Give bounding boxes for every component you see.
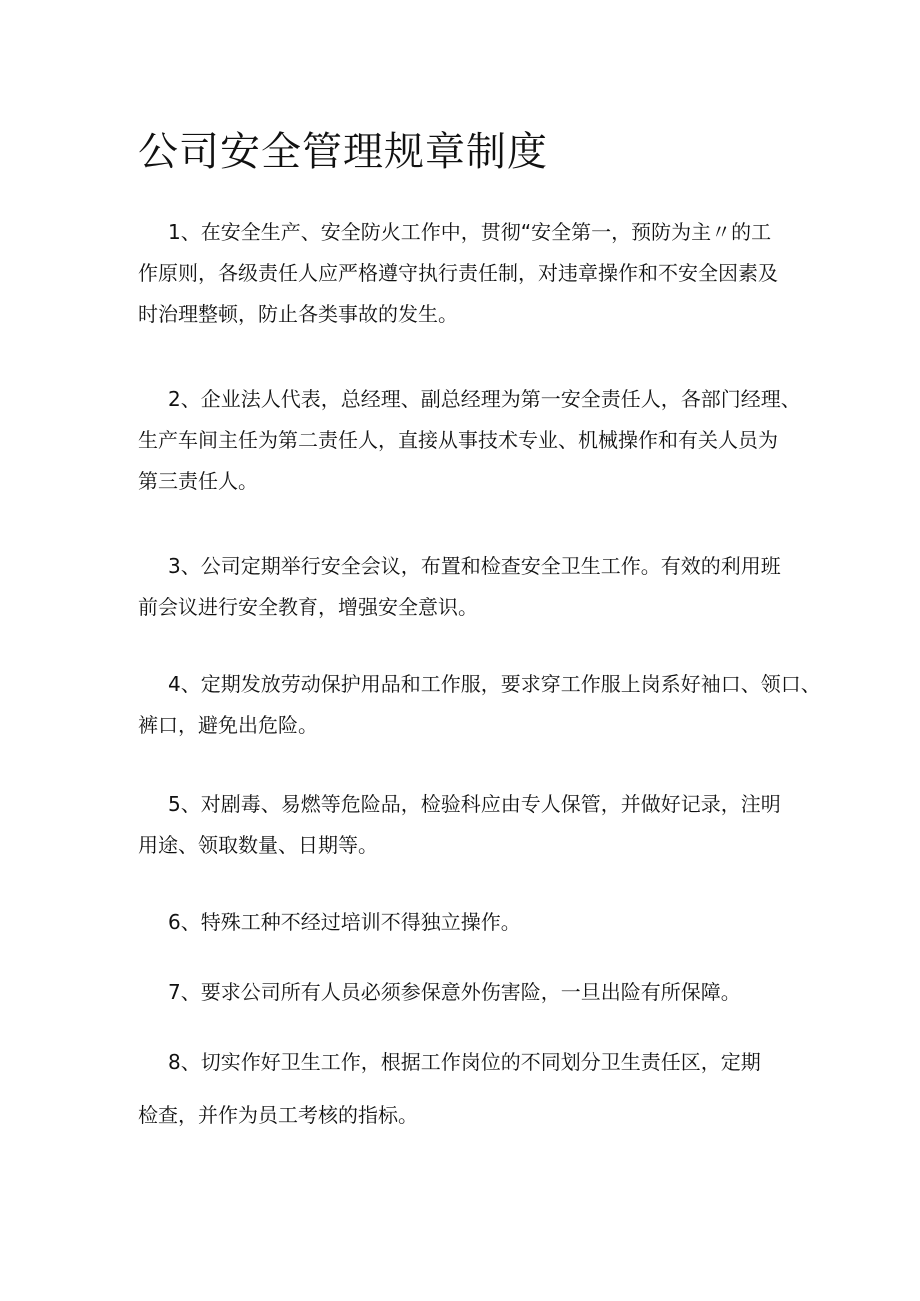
paragraph-line: 4、定期发放劳动保护用品和工作服，要求穿工作服上岗系好袖口、领口、 [168,672,821,696]
paragraph-7 [138,972,793,1013]
paragraph-line: 5、对剧毒、易燃等危险品，检验科应由专人保管，并做好记录，注明 [168,792,781,816]
paragraph-line: 3、公司定期举行安全会议，布置和检查安全卫生工作。有效的利用班 [168,554,781,578]
paragraph-line: 6、特殊工种不经过培训不得独立操作。 [168,910,521,934]
paragraph-line: 检查，并作为员工考核的指标。 [138,1103,418,1127]
paragraph-3 [138,546,793,628]
paragraph-1 [138,212,793,335]
paragraph-line: 裤口，避免出危险。 [138,713,318,737]
paragraph-line: 第三责任人。 [138,469,258,493]
paragraph-5 [138,784,793,866]
paragraph-2 [138,379,801,502]
paragraph-line: 生产车间主任为第二责任人，直接从事技术专业、机械操作和有关人员为 [138,428,778,452]
paragraph-line: 用途、领取数量、日期等。 [138,833,378,857]
paragraph-4 [138,664,821,746]
paragraph-line: 7、要求公司所有人员必须参保意外伤害险，一旦出险有所保障。 [168,980,741,1004]
paragraph-line: 8、切实作好卫生工作，根据工作岗位的不同划分卫生责任区，定期 [168,1050,761,1074]
paragraph-line: 1、在安全生产、安全防火工作中，贯彻“安全第一，预防为主〃的工 [168,220,772,244]
paragraph-line: 2、企业法人代表，总经理、副总经理为第一安全责任人，各部门经理、 [168,387,801,411]
paragraph-line: 时治理整顿，防止各类事故的发生。 [138,302,458,326]
paragraph-8 [138,1042,793,1136]
paragraph-line: 前会议进行安全教育，增强安全意识。 [138,595,478,619]
page-title: 公司安全管理规章制度 [138,129,548,175]
paragraph-6 [138,902,793,943]
paragraph-line: 作原则，各级责任人应严格遵守执行责任制，对违章操作和不安全因素及 [138,261,778,285]
